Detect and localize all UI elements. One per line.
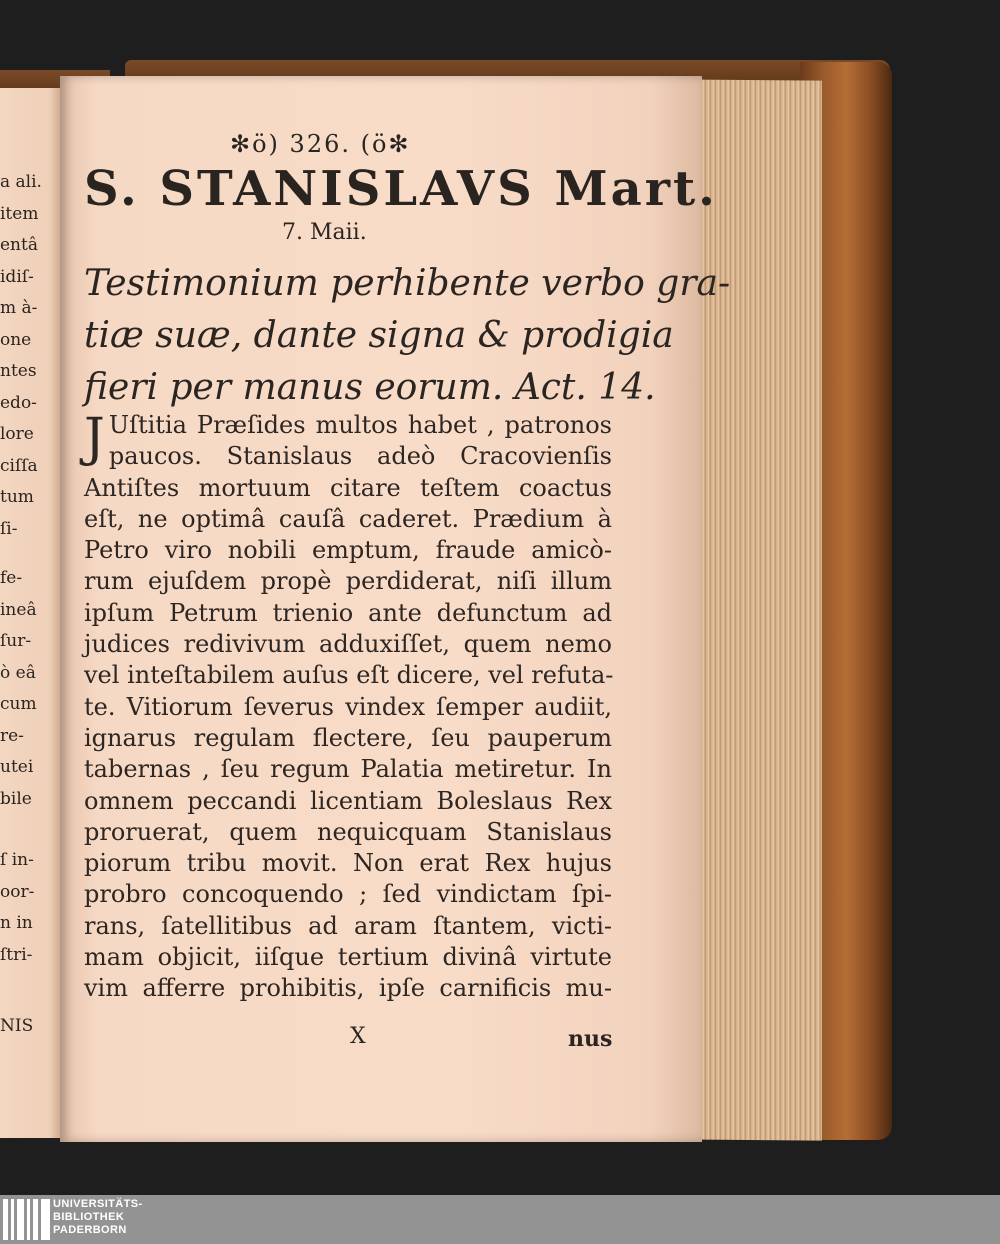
text-line: ipſum Petrum trienio ante defunctum ad [84,598,612,627]
text-line: Petro viro nobili emptum, fraude amicò- [84,536,612,565]
catchword: nus [568,1026,613,1052]
facing-page-fragment: m à- [0,298,38,318]
library-name-line: PADERBORN [53,1224,127,1236]
text-line: mam objicit, iiſque tertium divinâ virtute [84,943,612,972]
signature-mark: X [350,1024,366,1049]
library-name-line: BIBLIOTHEK [53,1211,125,1223]
book-page [60,76,731,1142]
motto-line: Testimonium perhibente verbo gra- [84,263,731,304]
facing-page-fragment: tum [0,487,34,507]
library-name-line: UNIVERSITÄTS- [53,1198,143,1210]
drop-capital: J [84,408,105,468]
text-line: paucos. Stanislaus adeò Cracovienſis [108,442,612,471]
text-line: tabernas , ſeu regum Palatia metiretur. In [84,755,612,784]
text-line: piorum tribu movit. Non erat Rex hujus [84,849,612,878]
facing-page-fragment: cum [0,694,37,714]
facing-page-fragment: ſur- [0,631,32,651]
facing-page-fragment: re- [0,725,24,746]
text-line: omnem peccandi licentiam Boleslaus Rex [84,786,612,815]
feast-date: 7. Maii. [282,220,367,245]
facing-page [0,88,62,1138]
text-line: vim afferre prohibitis, ipſe carnificis mu- [84,974,612,1003]
motto-line: fieri per manus eorum. Act. 14. [84,367,656,408]
text-line: rum ejuſdem propè perdiderat, niſi illum [84,567,612,596]
text-line: vel inteſtabilem auſus eſt dicere, vel refuta- [84,661,614,690]
facing-page-fragment: edo- [0,392,37,413]
page-header: ✻ö) 326. (ö✻ [230,130,411,158]
body-text [84,410,612,1005]
motto-line: tiæ suæ, dante signa & prodigia [84,315,674,356]
text-line: rans, ſatellitibus ad aram ſtantem, victi- [84,911,612,940]
text-line: ignarus regulam flectere, ſeu pauperum [84,723,612,752]
facing-page-fragment: ſi- [0,518,18,539]
scripture-motto [84,258,731,414]
text-line: te. Vitiorum ſeverus vindex ſemper audiit, [84,692,612,721]
facing-page-fragment: fe- [0,568,23,588]
text-line: judices redivivum adduxiſſet, quem nemo [84,630,612,659]
facing-page-fragment: ntes [0,361,37,381]
facing-page-fragment: ſtri- [0,944,33,965]
library-logo-icon [3,1199,50,1240]
text-line: Uſtitia Præſides multos habet , patronos [108,411,612,439]
text-line: probro concoquendo ; ſed vindictam ſpi- [84,880,612,909]
library-name [53,1198,143,1237]
facing-page-fragment: entâ [0,235,38,255]
facing-page-fragment: idiſ- [0,266,34,287]
page-title: S. STANISLAVS Mart. [84,161,718,217]
facing-page-fragment: ò eâ [0,662,36,683]
text-line: proruerat, quem nequicquam Stanislaus [84,817,612,846]
facing-page-fragment: utei [0,757,34,777]
facing-page-fragment: oor- [0,881,35,902]
facing-page-fragment: one [0,329,32,350]
facing-page-fragment: lore [0,424,34,444]
text-line: Antiſtes mortuum citare teſtem coactus [84,473,612,502]
facing-page-fragment: ineâ [0,599,37,620]
facing-page-fragment: item [0,203,39,224]
facing-page-fragment: bile [0,788,32,809]
facing-page-fragment: a ali. [0,172,42,192]
facing-page-fragment: NIS [0,1016,34,1036]
facing-page-fragment: n in [0,913,33,933]
facing-page-fragment: ciſſa [0,455,38,476]
library-footer-bar [0,1195,1000,1244]
facing-page-fragment: ſ in- [0,850,34,870]
text-line: eſt, ne optimâ cauſâ caderet. Prædium à [84,504,612,533]
